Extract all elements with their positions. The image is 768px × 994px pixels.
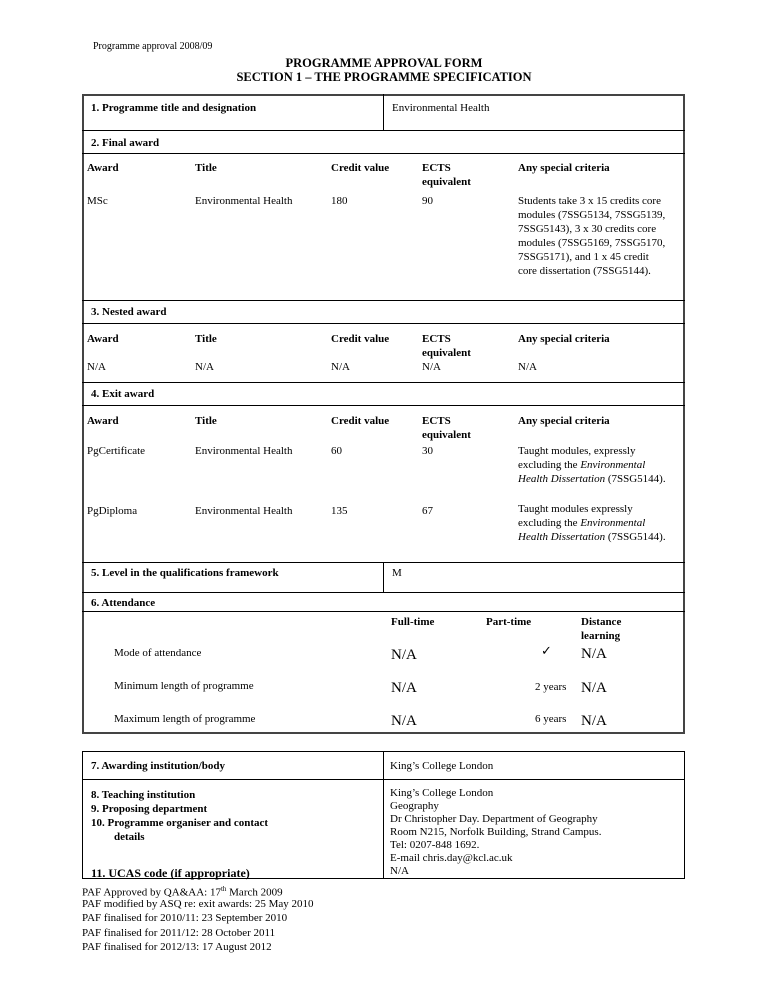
organiser-line-1: Dr Christopher Day. Department of Geography bbox=[390, 813, 598, 825]
s4-row1-criteria-post: (7SSG5144). bbox=[605, 473, 666, 485]
programme-title-value: Environmental Health bbox=[392, 102, 490, 114]
section-2-label: 2. Final award bbox=[91, 137, 160, 149]
divider bbox=[383, 562, 384, 592]
s6-row3-full: N/A bbox=[391, 713, 417, 729]
s3-title: N/A bbox=[195, 361, 214, 373]
s4-row1-criteria-italic: Environmental Health Dissertation bbox=[518, 459, 646, 485]
ucas-code-value: N/A bbox=[390, 865, 409, 877]
section-10-label-line2: details bbox=[114, 831, 145, 843]
s6-row3-part: 6 years bbox=[535, 713, 567, 725]
s6-row3-distance: N/A bbox=[581, 713, 607, 729]
footer-line-4: PAF finalised for 2011/12: 28 October 2011 bbox=[82, 927, 276, 939]
s2-award: MSc bbox=[87, 195, 108, 207]
page-header: Programme approval 2008/09 bbox=[93, 41, 213, 52]
s4-header-criteria: Any special criteria bbox=[518, 415, 610, 427]
s6-row2-part: 2 years bbox=[535, 681, 567, 693]
divider bbox=[383, 751, 384, 879]
s4-row1-criteria-pre: Taught modules, expressly excluding the bbox=[518, 445, 636, 471]
s4-row2-title: Environmental Health bbox=[195, 505, 293, 517]
footer-line-2: PAF modified by ASQ re: exit awards: 25 May 2010 bbox=[82, 898, 314, 910]
divider bbox=[383, 94, 384, 130]
level-value: M bbox=[392, 567, 402, 579]
section-1-label: 1. Programme title and designation bbox=[91, 102, 257, 114]
section-10-label-line1: 10. Programme organiser and contact bbox=[91, 817, 269, 829]
organiser-email: E-mail chris.day@kcl.ac.uk bbox=[390, 852, 513, 864]
s3-criteria: N/A bbox=[518, 361, 537, 373]
s4-row1-credit: 60 bbox=[331, 445, 342, 457]
divider bbox=[82, 592, 685, 593]
divider bbox=[82, 405, 685, 406]
s6-row2-full: N/A bbox=[391, 680, 417, 696]
section-7-label: 7. Awarding institution/body bbox=[91, 760, 225, 772]
s2-title: Environmental Health bbox=[195, 195, 293, 207]
divider bbox=[82, 382, 685, 383]
s4-header-title: Title bbox=[195, 415, 217, 427]
s2-header-criteria: Any special criteria bbox=[518, 162, 610, 174]
s2-header-ects: ECTS equivalent bbox=[422, 162, 471, 188]
teaching-institution-value: King’s College London bbox=[390, 787, 494, 799]
section-5-label: 5. Level in the qualifications framework bbox=[91, 567, 279, 579]
s2-credit: 180 bbox=[331, 195, 348, 207]
s3-header-criteria: Any special criteria bbox=[518, 333, 610, 345]
footer-line-5: PAF finalised for 2012/13: 17 August 2012 bbox=[82, 941, 272, 953]
footer-line-3: PAF finalised for 2010/11: 23 September 2010 bbox=[82, 912, 288, 924]
s3-header-award: Award bbox=[87, 333, 119, 345]
s6-header-part-time: Part-time bbox=[486, 616, 532, 628]
section-6-label: 6. Attendance bbox=[91, 597, 156, 609]
divider bbox=[82, 323, 685, 324]
s3-header-title: Title bbox=[195, 333, 217, 345]
s4-row2-award: PgDiploma bbox=[87, 505, 138, 517]
organiser-line-2: Room N215, Norfolk Building, Strand Campus. bbox=[390, 826, 602, 838]
s4-row2-criteria-italic: Environmental Health Dissertation bbox=[518, 517, 646, 543]
section-3-label: 3. Nested award bbox=[91, 306, 167, 318]
form-title: PROGRAMME APPROVAL FORM bbox=[285, 56, 483, 70]
section-11-label: 11. UCAS code (if appropriate) bbox=[91, 866, 250, 880]
divider bbox=[82, 130, 685, 131]
s4-row2-credit: 135 bbox=[331, 505, 348, 517]
section-8-label: 8. Teaching institution bbox=[91, 789, 196, 801]
s4-row2-criteria bbox=[518, 502, 666, 544]
s4-row1-award: PgCertificate bbox=[87, 445, 146, 457]
s6-header-distance: Distance learning bbox=[581, 616, 622, 642]
s2-header-award: Award bbox=[87, 162, 119, 174]
s3-header-ects: ECTS equivalent bbox=[422, 333, 471, 359]
s3-ects: N/A bbox=[422, 361, 441, 373]
s6-row3-label: Maximum length of programme bbox=[114, 713, 256, 725]
s2-criteria: Students take 3 x 15 credits core modules (7SSG5134, 7SSG5139, 7SSG5143), 3 x 30 credits core modules (7SSG5169, 7SSG5170, 7SSG5171), and 1 x 45 credit core dissertation (7SSG5144). bbox=[518, 195, 666, 277]
proposing-department-value: Geography bbox=[390, 800, 439, 812]
s6-row2-distance: N/A bbox=[581, 680, 607, 696]
organiser-line-3: Tel: 0207-848 1692. bbox=[390, 839, 480, 851]
s6-row1-label: Mode of attendance bbox=[114, 647, 202, 659]
divider bbox=[82, 300, 685, 301]
s2-header-credit: Credit value bbox=[331, 162, 390, 174]
s6-header-full-time: Full-time bbox=[391, 616, 435, 628]
footer-line-1: PAF Approved by QA&AA: 17th March 2009 bbox=[82, 885, 283, 899]
s4-header-ects: ECTS equivalent bbox=[422, 415, 471, 441]
s2-ects: 90 bbox=[422, 195, 433, 207]
awarding-institution-value: King’s College London bbox=[390, 760, 494, 772]
section-title: SECTION 1 – THE PROGRAMME SPECIFICATION bbox=[236, 70, 532, 84]
s4-row1-title: Environmental Health bbox=[195, 445, 293, 457]
s4-row2-criteria-pre: Taught modules expressly excluding the bbox=[518, 503, 633, 529]
s4-header-credit: Credit value bbox=[331, 415, 390, 427]
s4-row2-criteria-post: (7SSG5144). bbox=[605, 531, 666, 543]
s2-header-title: Title bbox=[195, 162, 217, 174]
s4-row2-ects: 67 bbox=[422, 505, 433, 517]
s6-row2-label: Minimum length of programme bbox=[114, 680, 254, 692]
divider bbox=[82, 611, 685, 612]
s6-row1-full: N/A bbox=[391, 647, 417, 663]
section-9-label: 9. Proposing department bbox=[91, 803, 208, 815]
s4-row1-ects: 30 bbox=[422, 445, 433, 457]
s4-header-award: Award bbox=[87, 415, 119, 427]
s6-row1-part: ✓ bbox=[541, 643, 552, 658]
divider bbox=[82, 153, 685, 154]
s6-row1-distance: N/A bbox=[581, 646, 607, 662]
s3-header-credit: Credit value bbox=[331, 333, 390, 345]
s3-credit: N/A bbox=[331, 361, 350, 373]
section-4-label: 4. Exit award bbox=[91, 388, 155, 400]
s3-award: N/A bbox=[87, 361, 106, 373]
s4-row1-criteria bbox=[518, 444, 666, 486]
